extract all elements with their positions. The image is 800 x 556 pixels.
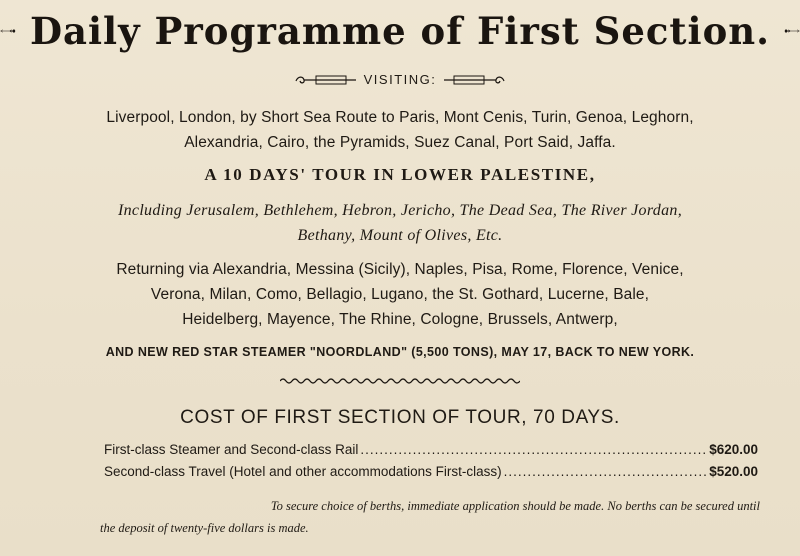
right-flourish-icon [784,21,800,41]
cost-price: $620.00 [709,442,758,457]
visiting-label: VISITING: [363,72,437,87]
right-scroll-ornament-icon [442,73,506,87]
visiting-paragraph [40,105,760,155]
returning-line: Returning via Alexandria, Messina (Sicily), Naples, Pisa, Rome, Florence, Venice, [116,261,684,278]
visiting-line: Alexandria, Cairo, the Pyramids, Suez Canal, Port Said, Jaffa. [184,134,616,151]
note-line: To secure choice of berths, immediate application should be made. No berths can be secured until [270,499,760,513]
including-line: Bethany, Mount of Olives, Etc. [297,227,503,244]
left-scroll-ornament-icon [294,73,358,87]
returning-line: Heidelberg, Mayence, The Rhine, Cologne, Brussels, Antwerp, [182,311,618,328]
dot-leader [504,464,708,479]
dot-leader [360,442,707,457]
page-title: Daily Programme of First Section. [29,9,771,53]
cost-table [104,442,758,486]
wave-divider [0,375,800,387]
title-row [0,6,800,56]
steamer-line: AND NEW RED STAR STEAMER "NOORDLAND" (5,500 TONS), MAY 17, BACK TO NEW YORK. [105,345,695,359]
cost-title: COST OF FIRST SECTION OF TOUR, 70 DAYS. [180,407,620,428]
tour-heading: A 10 DAYS' TOUR IN LOWER PALESTINE, [204,165,596,184]
including-line: Including Jerusalem, Bethlehem, Hebron, Jericho, The Dead Sea, The River Jordan, [117,202,682,219]
returning-paragraph [40,257,760,332]
wavy-rule-icon [280,375,520,387]
cost-label: First-class Steamer and Second-class Rail [104,442,359,457]
cost-row [104,442,758,464]
cost-label: Second-class Travel (Hotel and other accommodations First-class) [104,464,502,479]
left-flourish-icon [0,21,16,41]
visiting-line: Liverpool, London, by Short Sea Route to Paris, Mont Cenis, Turin, Genoa, Leghorn, [106,109,694,126]
including-paragraph [40,198,760,248]
cost-row [104,464,758,486]
note-line: the deposit of twenty-five dollars is made. [100,521,309,535]
berth-note [100,495,760,539]
returning-line: Verona, Milan, Como, Bellagio, Lugano, the St. Gothard, Lucerne, Bale, [150,286,650,303]
visiting-row [0,72,800,87]
cost-price: $520.00 [709,464,758,479]
